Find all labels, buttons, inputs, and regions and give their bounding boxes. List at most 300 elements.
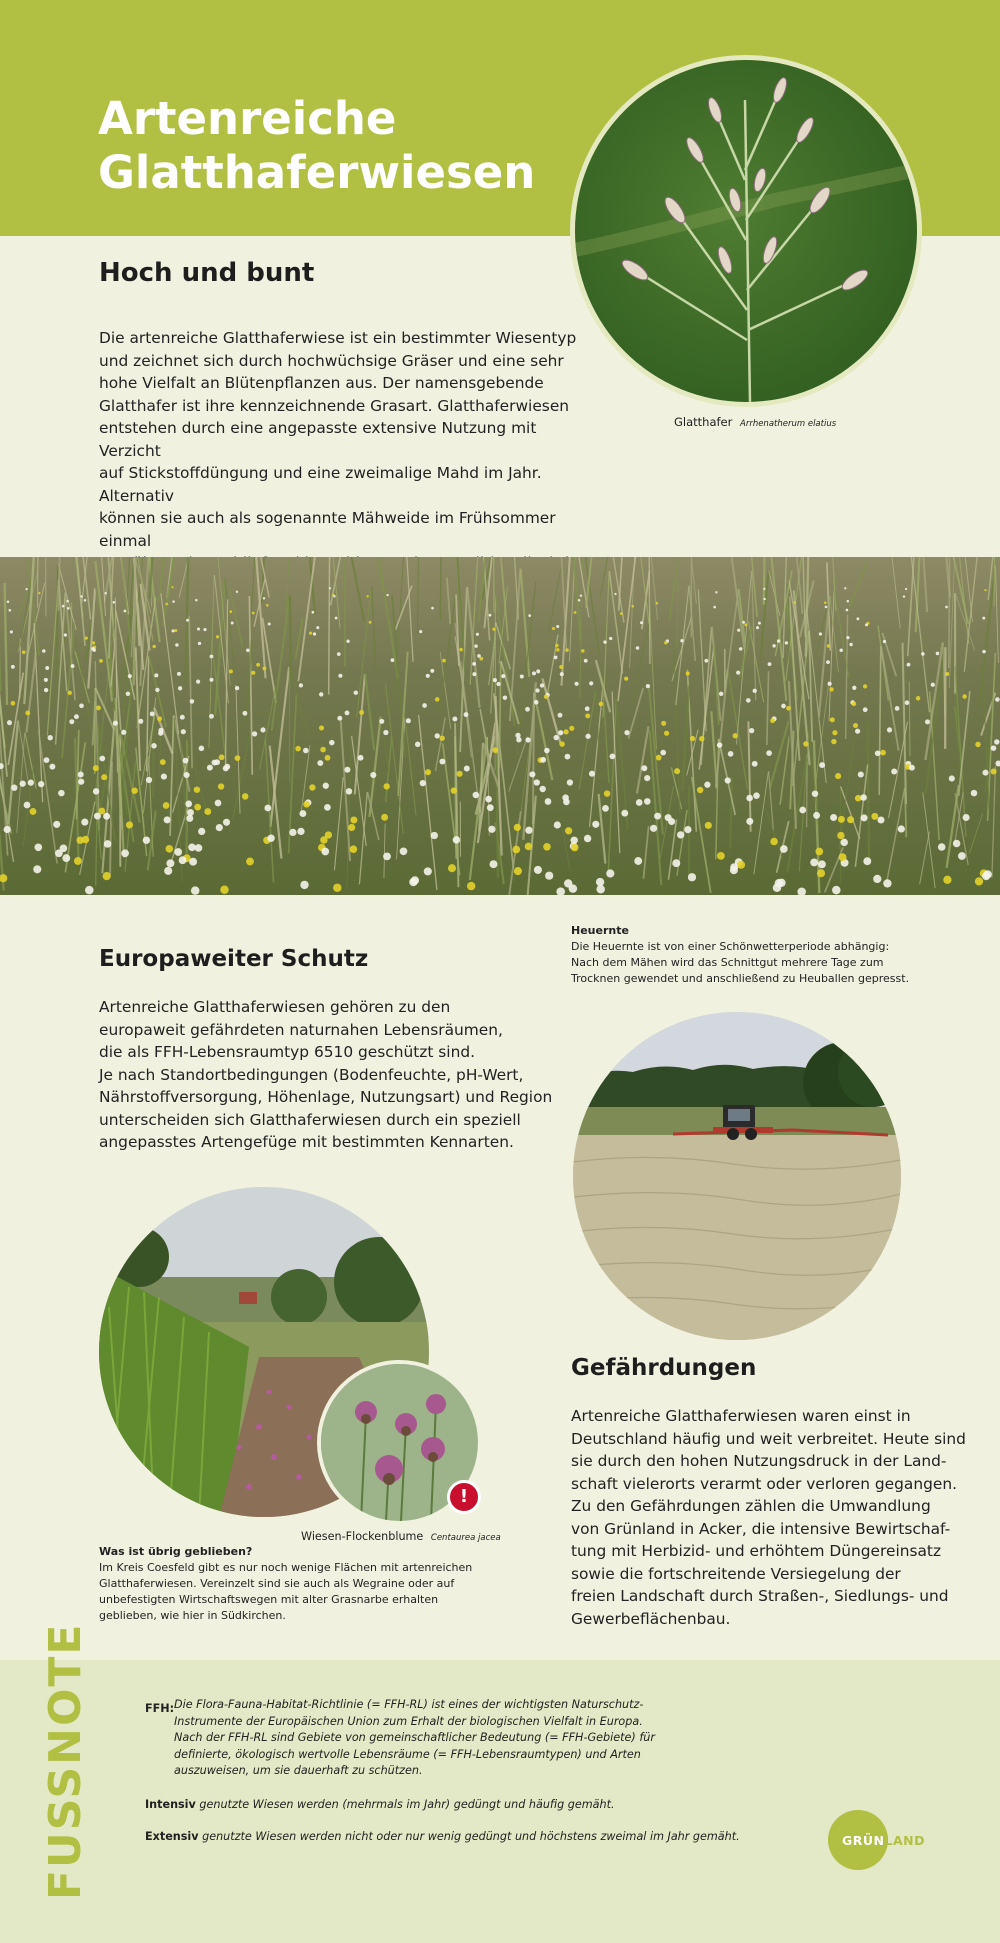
yellow-flower (943, 876, 951, 884)
yellow-flower (435, 697, 440, 702)
white-flower (592, 821, 599, 828)
yellow-flower (975, 742, 980, 747)
white-flower (746, 698, 751, 703)
white-flower (346, 640, 349, 643)
white-flower (268, 623, 271, 626)
white-flower (177, 672, 181, 676)
white-flower (873, 875, 881, 883)
yellow-flower (309, 784, 315, 790)
white-flower (567, 779, 573, 785)
white-flower (78, 779, 84, 785)
white-flower (197, 627, 200, 630)
yellow-flower (674, 768, 680, 774)
white-flower (323, 783, 329, 789)
white-flower (391, 658, 395, 662)
white-flower (223, 819, 230, 826)
yellow-flower (835, 773, 841, 779)
grass-blade (290, 596, 291, 687)
white-flower (799, 807, 806, 814)
white-flower (187, 809, 194, 816)
white-flower (749, 728, 754, 733)
white-flower (203, 628, 206, 631)
white-flower (138, 719, 143, 724)
white-flower (7, 720, 12, 725)
white-flower (92, 648, 96, 652)
white-flower (768, 662, 772, 666)
yellow-flower (11, 701, 16, 706)
white-flower (895, 706, 900, 711)
white-flower (7, 600, 10, 603)
white-flower (812, 790, 819, 797)
yellow-flower (219, 754, 225, 760)
white-flower (520, 674, 524, 678)
glatthafer-photo (570, 55, 922, 407)
schutz-paragraph (99, 996, 569, 1154)
white-flower (753, 689, 757, 693)
white-flower (263, 597, 265, 599)
yellow-flower (131, 787, 137, 793)
white-flower (596, 878, 604, 886)
yellow-flower (252, 612, 255, 615)
yellow-flower (552, 627, 555, 630)
white-flower (596, 885, 604, 893)
white-flower (11, 665, 15, 669)
ffh-line: auszuweisen, um sie dauerhaft zu schützen. (174, 1764, 423, 1777)
white-flower (196, 680, 200, 684)
white-flower (644, 775, 650, 781)
yellow-flower (442, 659, 446, 663)
yellow-flower (218, 783, 224, 789)
yellow-flower (604, 790, 611, 797)
yellow-flower (251, 671, 255, 675)
yellow-flower (815, 848, 823, 856)
white-flower (431, 607, 434, 610)
white-flower (644, 798, 651, 805)
white-flower (603, 640, 606, 643)
yellow-flower (543, 843, 551, 851)
white-flower (496, 682, 500, 686)
yellow-flower (565, 648, 569, 652)
uebrig-line: geblieben, wie hier in Südkirchen. (99, 1609, 286, 1622)
white-flower (338, 674, 342, 678)
white-flower (321, 848, 329, 856)
yellow-flower (220, 885, 228, 893)
gefaehrdungen-line: sowie die fortschreitende Versiegelung der (571, 1564, 901, 1583)
yellow-flower (962, 694, 966, 698)
white-flower (400, 847, 408, 855)
white-flower (672, 859, 680, 867)
white-flower (121, 730, 126, 735)
white-flower (532, 671, 536, 675)
white-flower (584, 835, 591, 842)
white-flower (558, 730, 563, 735)
white-flower (905, 700, 910, 705)
yellow-flower (22, 650, 26, 654)
yellow-flower (25, 710, 30, 715)
yellow-flower (847, 816, 854, 823)
white-flower (856, 617, 859, 620)
white-flower (949, 775, 955, 781)
white-flower (717, 742, 723, 748)
yellow-flower (348, 824, 355, 831)
white-flower (195, 844, 203, 852)
yellow-flower (174, 629, 177, 632)
white-flower (151, 743, 157, 749)
glatthafer-caption (674, 415, 836, 429)
gefaehrdungen-heading: Gefährdungen (571, 1355, 757, 1381)
white-flower (636, 646, 639, 649)
white-flower (146, 777, 152, 783)
gefaehrdungen-line: schaft vielerorts verarmt oder verloren gegangen. (571, 1474, 957, 1493)
white-flower (877, 816, 884, 823)
yellow-flower (101, 774, 107, 780)
gefaehrdungen-paragraph (571, 1405, 971, 1630)
white-flower (905, 588, 907, 590)
white-flower (329, 740, 334, 745)
yellow-flower (563, 729, 568, 734)
heuernte-line: Nach dem Mähen wird das Schnittgut mehrere Tage zum (571, 956, 884, 969)
white-flower (174, 848, 182, 856)
yellow-flower (295, 746, 301, 752)
yellow-flower (770, 838, 778, 846)
white-flower (435, 733, 440, 738)
white-flower (534, 866, 542, 874)
white-flower (164, 816, 171, 823)
yellow-flower (451, 787, 457, 793)
yellow-flower (581, 649, 585, 653)
footnote-intensiv (145, 1797, 785, 1814)
yellow-flower (493, 747, 499, 753)
white-flower (354, 690, 358, 694)
caption-latin: Centaurea jacea (430, 1533, 501, 1543)
white-flower (846, 609, 849, 612)
ffh-line: Die Flora-Fauna-Habitat-Richtlinie (= FFH-RL) ist eines der wichtigsten Naturschutz- (174, 1698, 644, 1711)
white-flower (982, 872, 990, 880)
white-flower (614, 593, 616, 595)
yellow-flower (163, 802, 170, 809)
white-flower (44, 678, 48, 682)
yellow-flower (165, 845, 173, 853)
meadow-panorama (0, 557, 1000, 895)
white-flower (324, 804, 331, 811)
white-flower (501, 674, 505, 678)
white-flower (540, 757, 546, 763)
yellow-flower (30, 808, 37, 815)
intro-line: auf Stickstoffdüngung und eine zweimalige Mahd im Jahr. Alternativ (99, 464, 542, 505)
white-flower (574, 682, 578, 686)
white-flower (903, 595, 905, 597)
ffh-line: definierte, ökologisch wertvolle Lebensräume (= FFH-Lebensraumtypen) und Arten (174, 1747, 641, 1761)
white-flower (34, 843, 42, 851)
yellow-flower (945, 672, 949, 676)
yellow-flower (544, 694, 549, 699)
white-flower (158, 728, 163, 733)
white-flower (810, 858, 818, 866)
white-flower (105, 592, 107, 594)
yellow-flower (333, 884, 341, 892)
intensiv-text: genutzte Wiesen werden (mehrmals im Jahr) gedüngt und häufig gemäht. (199, 1798, 615, 1811)
yellow-flower (381, 814, 388, 821)
white-flower (313, 632, 316, 635)
white-flower (963, 814, 970, 821)
white-flower (126, 692, 130, 696)
yellow-flower (686, 671, 690, 675)
yellow-flower (880, 750, 886, 756)
heuernte-heading: Heuernte (571, 924, 629, 937)
uebrig-line: unbefestigten Wirtschaftswegen mit alter Grasnarbe erhalten (99, 1593, 439, 1606)
schutz-line: angepasstes Artengefüge mit bestimmten Kennarten. (99, 1133, 514, 1151)
white-flower (186, 619, 189, 622)
white-flower (386, 594, 388, 596)
yellow-flower (717, 852, 725, 860)
ffh-line: Nach der FFH-RL sind Gebiete von gemeinschaftlicher Bedeutung (= FFH-Gebiete) für (174, 1731, 655, 1744)
white-flower (406, 718, 411, 723)
yellow-flower (165, 603, 168, 606)
yellow-flower (824, 601, 827, 604)
white-flower (452, 717, 457, 722)
yellow-flower (74, 857, 82, 865)
caption-name: Glatthafer (674, 415, 733, 429)
logo-text-part2: LAND (884, 1833, 925, 1848)
white-flower (439, 759, 445, 765)
white-flower (179, 856, 187, 864)
white-flower (602, 805, 609, 812)
title-line-1: Artenreiche (98, 92, 397, 145)
white-flower (379, 719, 384, 724)
hay-harvest-photo (573, 1012, 901, 1340)
white-flower (704, 782, 710, 788)
white-flower (585, 734, 590, 739)
yellow-flower (235, 755, 241, 761)
yellow-flower (837, 832, 844, 839)
white-flower (570, 837, 577, 844)
white-flower (753, 792, 760, 799)
white-flower (172, 629, 175, 632)
yellow-flower (656, 602, 659, 605)
footnote-extensiv (145, 1829, 845, 1846)
white-flower (826, 660, 830, 664)
white-flower (476, 633, 479, 636)
white-flower (183, 758, 189, 764)
white-flower (93, 788, 99, 794)
white-flower (215, 800, 222, 807)
yellow-flower (350, 845, 358, 853)
white-flower (199, 746, 205, 752)
heuernte-block (571, 923, 951, 987)
white-flower (887, 727, 892, 732)
white-flower (684, 826, 691, 833)
white-flower (319, 692, 323, 696)
white-flower (713, 606, 716, 609)
white-flower (982, 617, 985, 620)
white-flower (773, 884, 781, 892)
ffh-line: Instrumente der Europäischen Union zum Erhalt der biologischen Vielfalt in Europa. (174, 1714, 643, 1728)
white-flower (515, 733, 520, 738)
uebrig-line: Im Kreis Coesfeld gibt es nur noch wenige Flächen mit artenreichen (99, 1561, 473, 1574)
white-flower (166, 859, 174, 867)
yellow-flower (67, 691, 71, 695)
yellow-flower (459, 648, 463, 652)
white-flower (565, 754, 571, 760)
yellow-flower (320, 836, 327, 843)
white-flower (654, 813, 661, 820)
white-flower (370, 772, 376, 778)
white-flower (660, 750, 666, 756)
gefaehrdungen-line: sie durch den hohen Nutzungsdruck in der Land- (571, 1452, 947, 1470)
white-flower (752, 761, 758, 767)
yellow-flower (160, 759, 166, 765)
white-flower (329, 587, 331, 589)
white-flower (545, 872, 553, 880)
white-flower (540, 786, 546, 792)
white-flower (71, 664, 75, 668)
yellow-flower (832, 730, 837, 735)
yellow-flower (262, 666, 266, 670)
white-flower (958, 852, 966, 860)
white-flower (49, 764, 55, 770)
white-flower (242, 711, 247, 716)
intro-line: und zeichnet sich durch hochwüchsige Gräser und eine sehr (99, 351, 564, 370)
yellow-flower (624, 677, 628, 681)
white-flower (358, 755, 364, 761)
yellow-flower (99, 659, 103, 663)
grass-blade (909, 682, 910, 757)
white-flower (646, 684, 650, 688)
white-flower (186, 815, 193, 822)
gefaehrdungen-line: von Grünland in Acker, die intensive Bewirtschaf- (571, 1519, 951, 1538)
white-flower (785, 641, 788, 644)
white-flower (345, 710, 350, 715)
white-flower (688, 873, 696, 881)
intro-line: Die artenreiche Glatthaferwiese ist ein bestimmter Wiesentyp (99, 329, 577, 347)
white-flower (818, 860, 826, 868)
yellow-flower (664, 731, 669, 736)
white-flower (931, 683, 935, 687)
white-flower (337, 716, 342, 721)
white-flower (489, 614, 492, 617)
white-flower (164, 867, 172, 875)
yellow-flower (831, 739, 836, 744)
white-flower (55, 849, 63, 857)
gefaehrdungen-line: Zu den Gefährdungen zählen die Umwandlung (571, 1497, 931, 1515)
white-flower (883, 640, 886, 643)
grass-blade (496, 754, 497, 878)
yellow-flower (620, 612, 623, 615)
yellow-flower (85, 636, 88, 639)
yellow-flower (256, 663, 260, 667)
yellow-flower (556, 648, 560, 652)
white-flower (589, 771, 595, 777)
yellow-flower (457, 771, 463, 777)
yellow-flower (559, 665, 563, 669)
page-title (98, 92, 568, 200)
white-flower (28, 779, 34, 785)
white-flower (198, 828, 205, 835)
white-flower (415, 742, 420, 747)
grass-blade (764, 557, 765, 605)
white-flower (739, 647, 743, 651)
white-flower (525, 707, 530, 712)
white-flower (312, 611, 315, 614)
white-flower (64, 633, 67, 636)
white-flower (994, 739, 999, 744)
title-line-2: Glatthaferwiesen (98, 146, 536, 199)
white-flower (852, 686, 856, 690)
white-flower (609, 637, 612, 640)
white-flower (715, 591, 717, 593)
ffh-term: FFH: (145, 1702, 175, 1715)
white-flower (422, 703, 427, 708)
white-flower (124, 610, 127, 613)
yellow-flower (92, 641, 95, 644)
white-flower (99, 756, 105, 762)
gefaehrdungen-line: freien Landschaft durch Straßen-, Siedlungs- und (571, 1587, 949, 1605)
white-flower (883, 879, 891, 887)
white-flower (79, 703, 84, 708)
yellow-flower (705, 822, 712, 829)
yellow-flower (690, 736, 695, 741)
white-flower (66, 600, 69, 603)
white-flower (344, 767, 350, 773)
white-flower (474, 644, 477, 647)
white-flower (610, 754, 616, 760)
white-flower (865, 623, 868, 626)
yellow-flower (319, 725, 324, 730)
gruenland-logo (826, 1810, 936, 1870)
yellow-flower (359, 710, 364, 715)
white-flower (606, 869, 614, 877)
white-flower (4, 826, 11, 833)
white-flower (858, 771, 864, 777)
white-flower (419, 630, 422, 633)
yellow-flower (350, 816, 357, 823)
white-flower (556, 625, 559, 628)
yellow-flower (512, 846, 520, 854)
white-flower (737, 629, 740, 632)
gefaehrdungen-line: Deutschland häufig und weit verbreitet. Heute sind (571, 1429, 966, 1448)
white-flower (121, 849, 129, 857)
schutz-line: Nährstoffversorgung, Höhenlage, Nutzungsart) und Region (99, 1088, 553, 1106)
white-flower (453, 836, 460, 843)
white-flower (333, 595, 335, 597)
white-flower (409, 878, 417, 886)
white-flower (104, 840, 112, 848)
intro-line: entstehen durch eine angepasste extensive Nutzung mit Verzicht (99, 419, 537, 460)
yellow-flower (830, 717, 835, 722)
white-flower (155, 688, 159, 692)
white-flower (855, 729, 860, 734)
white-flower (172, 600, 175, 603)
white-flower (832, 886, 841, 895)
yellow-flower (525, 843, 533, 851)
white-flower (844, 587, 846, 589)
white-flower (742, 621, 745, 624)
white-flower (503, 695, 508, 700)
caption-name: Wiesen-Flockenblume (301, 1530, 424, 1543)
white-flower (420, 780, 426, 786)
white-flower (668, 818, 675, 825)
white-flower (840, 839, 848, 847)
white-flower (184, 772, 190, 778)
white-flower (766, 750, 772, 756)
yellow-flower (194, 786, 200, 792)
white-flower (938, 843, 946, 851)
white-flower (580, 595, 582, 597)
white-flower (847, 600, 850, 603)
white-flower (58, 790, 65, 797)
yellow-flower (699, 736, 704, 741)
white-flower (185, 801, 192, 808)
